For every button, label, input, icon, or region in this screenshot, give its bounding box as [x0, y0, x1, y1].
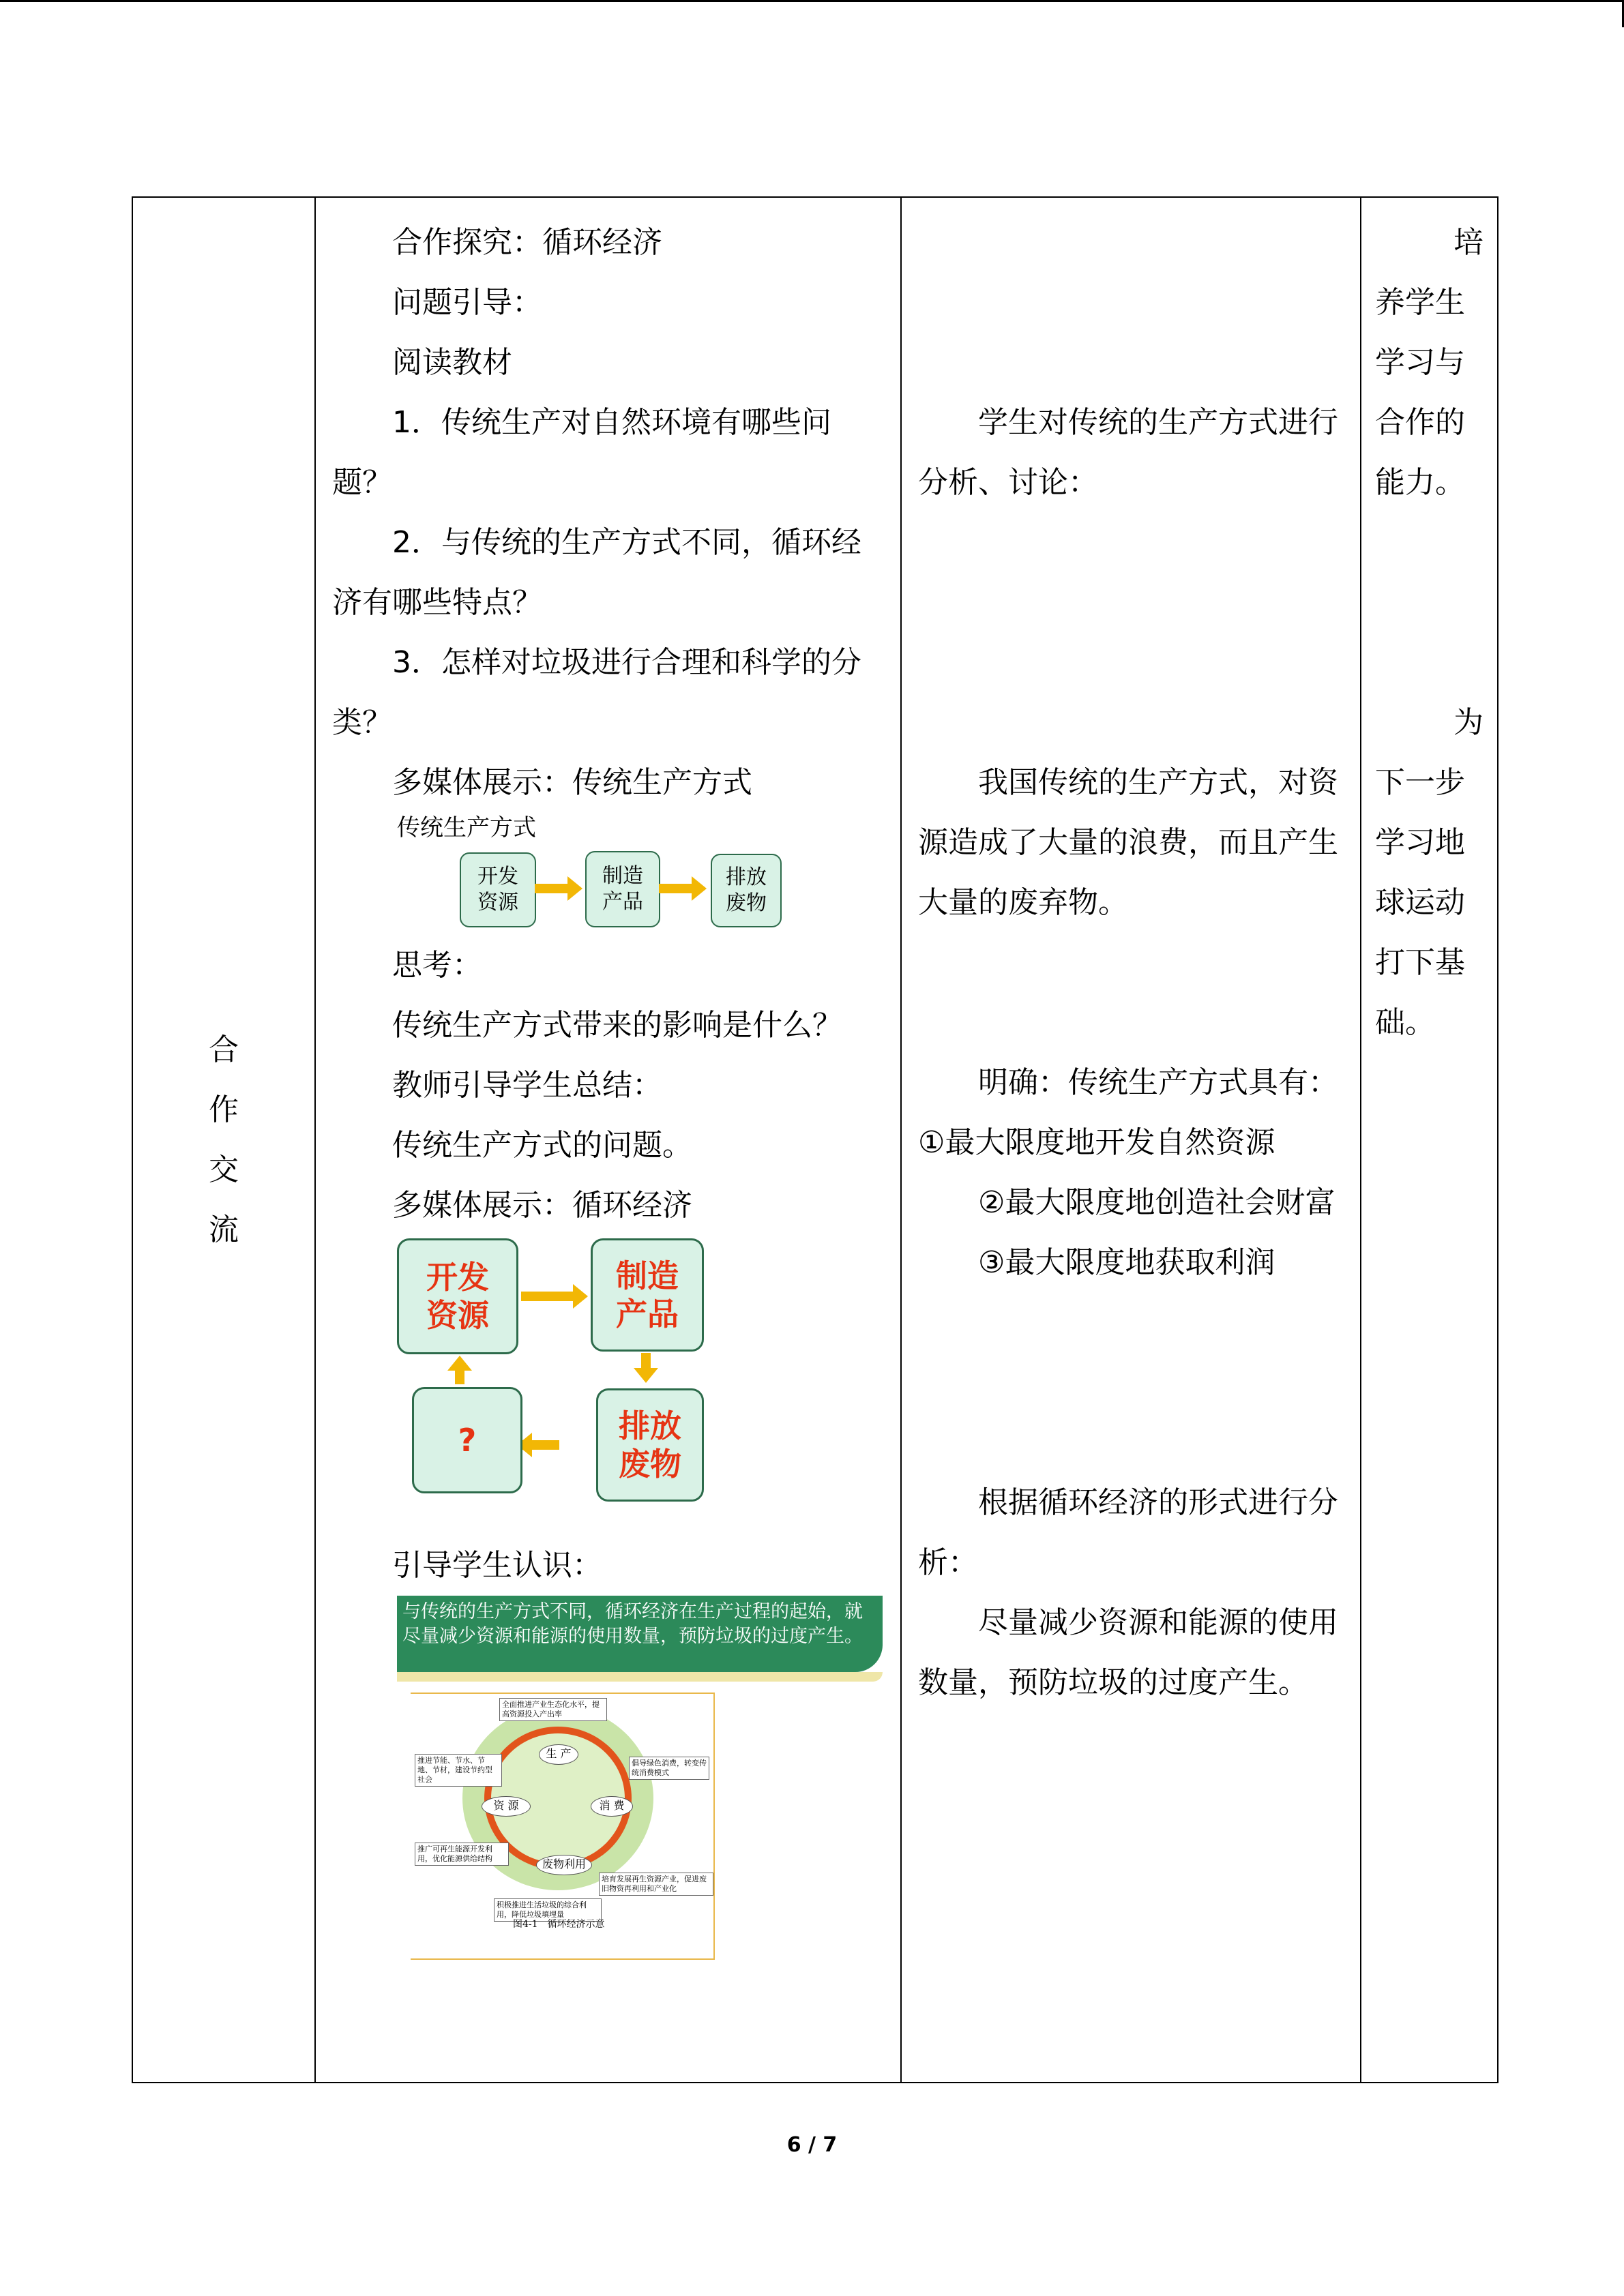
develop-resources-box: 开发 资源 — [397, 1238, 518, 1354]
spacer — [918, 513, 1344, 753]
develop-resources-box: 开发 资源 — [460, 852, 536, 927]
stage-cell — [132, 197, 315, 2083]
student-text-6: 根据循环经济的形式进行分析： — [918, 1485, 1338, 1580]
make-products-box: 制造 产品 — [585, 851, 660, 927]
arrow-right-icon — [573, 1284, 588, 1309]
guide-label-2: 引导学生认识： — [392, 1548, 602, 1583]
page-number: 6 / 7 — [786, 2133, 838, 2157]
summary-label: 教师引导学生总结： — [392, 1068, 662, 1103]
teacher-activity-cell — [315, 197, 901, 2083]
node-consumption: 消 费 — [591, 1796, 633, 1817]
stage-char: 流 — [209, 1212, 239, 1247]
make-products-box: 制造 产品 — [591, 1238, 704, 1352]
lesson-table — [132, 196, 1498, 2083]
spacer — [918, 213, 1344, 393]
purpose-a-first: 培 — [1453, 225, 1483, 260]
discharge-waste-box: 排放 废物 — [596, 1388, 704, 1502]
node-waste-reuse: 废物利用 — [536, 1855, 592, 1875]
question-1: 1．传统生产对自然环境有哪些问题？ — [332, 405, 831, 500]
stage-char: 交 — [209, 1152, 239, 1187]
arrow-down-icon — [634, 1368, 658, 1383]
circular-economy-diagram — [397, 1236, 884, 1536]
stage-label — [133, 198, 314, 2082]
figure-caption: 图4-1 循环经济示意 — [513, 1919, 605, 1930]
student-text-5: ③最大限度地获取利润 — [978, 1245, 1275, 1280]
stage-char: 作 — [209, 1092, 239, 1127]
guide-label: 问题引导： — [392, 285, 542, 320]
spacer — [918, 933, 1344, 1053]
note-energy: 推广可再生能源开发利用，优化能源供给结构 — [415, 1843, 509, 1866]
note-resources: 推进节能、节水、节地、节材，建设节约型社会 — [415, 1754, 502, 1787]
arrow-right-icon — [567, 876, 582, 901]
spacer — [1375, 513, 1483, 693]
note-consumption: 倡导绿色消费，转变传统消费模式 — [629, 1757, 709, 1780]
page-top-rule — [0, 0, 1624, 2]
circular-economy-cycle-figure — [411, 1693, 715, 1960]
student-activity-cell — [901, 197, 1361, 2083]
table-row — [132, 197, 1498, 2083]
media-label-2: 多媒体展示：循环经济 — [392, 1188, 692, 1223]
summary-text: 传统生产方式的问题。 — [392, 1128, 692, 1163]
section-title: 合作探究：循环经济 — [392, 225, 662, 260]
arrow-shaft — [455, 1369, 464, 1384]
stage-char: 合 — [209, 1032, 239, 1067]
arrow-shaft — [659, 884, 693, 893]
arrow-up-icon — [447, 1356, 472, 1371]
note-recycling: 培育发展再生资源产业，促进废旧物资再利用和产业化 — [599, 1873, 713, 1896]
arrow-shaft — [521, 1292, 574, 1301]
question-3: 3．怎样对垃圾进行合理和科学的分类？ — [332, 645, 861, 740]
student-text-3: 明确：传统生产方式具有：①最大限度地开发自然资源 — [918, 1065, 1338, 1160]
student-text-2: 我国传统的生产方式，对资源造成了大量的浪费，而且产生大量的废弃物。 — [918, 765, 1338, 920]
think-question: 传统生产方式带来的影响是什么？ — [392, 1008, 842, 1043]
note-landfill: 积极推进生活垃圾的综合利用，降低垃圾填埋量 — [494, 1898, 602, 1922]
student-text-7: 尽量减少资源和能源的使用数量，预防垃圾的过度产生。 — [918, 1605, 1338, 1700]
unknown-step-box: ? — [412, 1387, 522, 1493]
traditional-production-diagram — [397, 813, 884, 936]
discharge-waste-box: 排放 废物 — [711, 854, 782, 927]
think-label: 思考： — [392, 948, 482, 983]
question-2: 2．与传统的生产方式不同，循环经济有哪些特点？ — [332, 525, 861, 620]
circular-economy-banner: 与传统的生产方式不同，循环经济在生产过程的起始，就尽量减少资源和能源的使用数量，预防垃圾的过度产生。 — [397, 1596, 883, 1672]
arrow-shaft — [641, 1353, 651, 1369]
purpose-a-text: 养学生学习与合作的能力。 — [1375, 285, 1465, 500]
arrow-right-icon — [692, 876, 707, 901]
diagram-caption: 传统生产方式 — [397, 814, 536, 841]
purpose-b-first: 为 — [1453, 705, 1483, 740]
design-purpose-cell — [1361, 197, 1498, 2083]
read-label: 阅读教材 — [392, 345, 512, 380]
purpose-b-text: 下一步学习地球运动打下基础。 — [1375, 765, 1465, 1040]
node-production: 生 产 — [539, 1744, 578, 1765]
student-text-1: 学生对传统的生产方式进行分析、讨论： — [918, 405, 1338, 500]
student-text-4: ②最大限度地创造社会财富 — [978, 1185, 1335, 1220]
note-production: 全面推进产业生态化水平，提高资源投入产出率 — [499, 1698, 607, 1721]
node-resources: 资 源 — [482, 1796, 531, 1817]
spacer — [918, 1293, 1344, 1473]
arrow-shaft — [535, 884, 569, 893]
media-label-1: 多媒体展示：传统生产方式 — [392, 765, 752, 800]
